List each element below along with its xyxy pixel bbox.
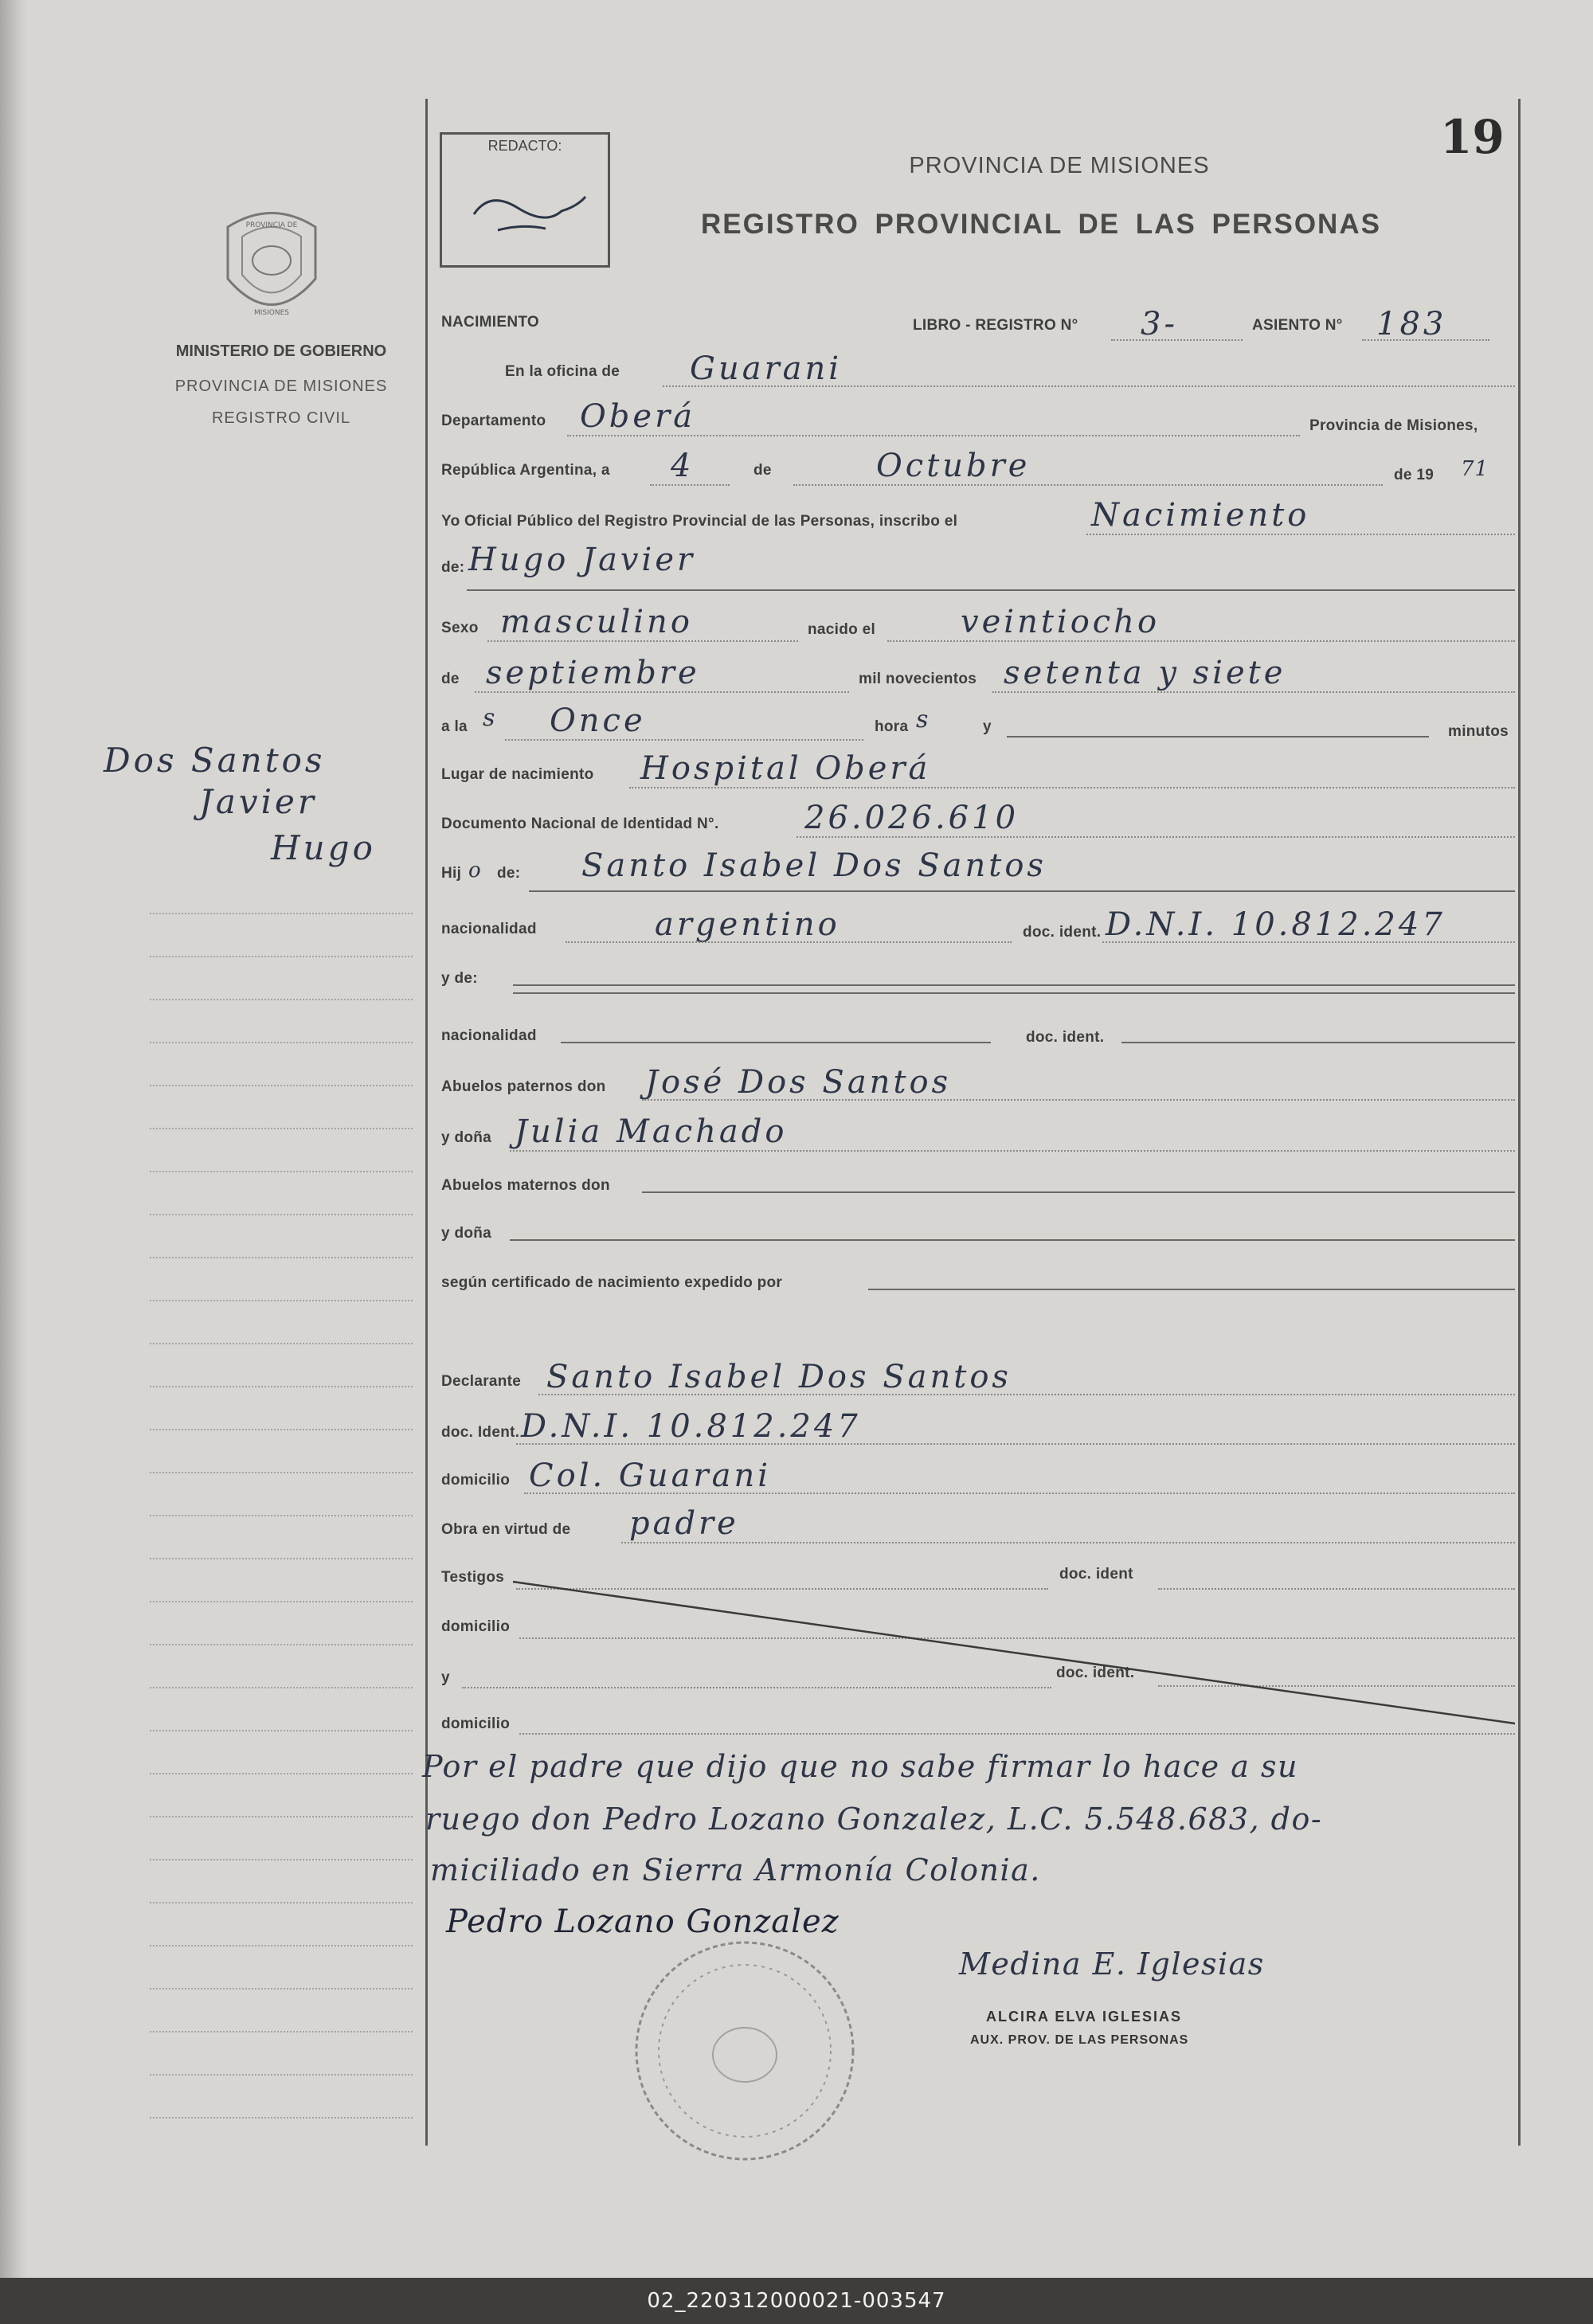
margin-rule (150, 1816, 413, 1817)
asiento-dots (1362, 339, 1489, 341)
witness-signature: Pedro Lozano Gonzalez (446, 1903, 840, 1940)
binding-shadow (0, 0, 29, 2278)
margin-rule (150, 913, 413, 914)
lugar-dots (629, 787, 1515, 788)
margin-rule (150, 1386, 413, 1387)
redacto-initials-signature (442, 135, 608, 265)
nacionalidad-value: argentino (655, 906, 840, 943)
margin-rule (150, 1558, 413, 1559)
y-dona2-label: y doña (441, 1225, 492, 1242)
documento-label: Documento Nacional de Identidad N°. (441, 816, 719, 832)
anio-nac-value: setenta y siete (1004, 655, 1286, 691)
abuelo-materno-line (642, 1191, 1515, 1193)
departamento-label: Departamento (441, 413, 546, 429)
seal-bottom-text: MISIONES (253, 309, 290, 317)
nacionalidad2-label: nacionalidad (441, 1027, 537, 1044)
doc-ident4-label: doc. ident (1059, 1566, 1133, 1583)
segun-label: según certificado de nacimiento expedido por (441, 1274, 783, 1291)
sexo-dots (487, 640, 798, 642)
official-stamp-title: AUX. PROV. DE LAS PERSONAS (970, 2033, 1189, 2047)
asiento-label: ASIENTO N° (1252, 317, 1343, 334)
margin-rule (150, 1300, 413, 1301)
declarante-value: Santo Isabel Dos Santos (546, 1359, 1012, 1395)
doc-ident5-label: doc. ident. (1056, 1665, 1135, 1681)
margin-rule (150, 1171, 413, 1172)
hijo-label: Hij (441, 865, 462, 882)
margin-note-line: Javier (199, 782, 317, 821)
abuela-paterna-value: Julia Machado (515, 1113, 788, 1150)
registry-title: REGISTRO PROVINCIAL DE LAS PERSONAS (701, 209, 1381, 240)
hora-dots (505, 739, 863, 741)
domicilio3-label: domicilio (441, 1716, 511, 1732)
departamento-value: Oberá (580, 398, 696, 435)
frame-right-line (1518, 99, 1521, 2146)
mes-dots (793, 484, 1383, 486)
sexo-label: Sexo (441, 620, 479, 636)
coat-of-arms-seal-icon (220, 203, 323, 323)
margin-rule (150, 1257, 413, 1258)
ministry-name: MINISTERIO DE GOBIERNO (175, 342, 387, 360)
de-nombre-label: de: (441, 559, 465, 576)
official-round-stamp-icon (629, 1935, 860, 2166)
oficina-label: En la oficina de (505, 363, 620, 380)
seal-top-text: PROVINCIA DE (245, 221, 298, 229)
asiento-value: 183 (1376, 306, 1447, 342)
de-label: de (753, 462, 772, 479)
domicilio3-dots (519, 1733, 1515, 1735)
note-line: miciliado en Sierra Armonía Colonia. (430, 1853, 1041, 1888)
obra-value: padre (629, 1505, 739, 1542)
redacto-box (440, 132, 610, 268)
lugar-label: Lugar de nacimiento (441, 766, 594, 783)
hijo-suffix: o (468, 859, 482, 882)
abuela-materna-line (510, 1239, 1515, 1241)
testigos-label: Testigos (441, 1569, 505, 1586)
margin-rule (150, 1859, 413, 1860)
domicilio-dots (524, 1493, 1515, 1494)
de-anio-label: de 19 (1394, 467, 1434, 483)
abuela-paterna-dots (510, 1150, 1515, 1152)
segun-line (868, 1289, 1515, 1290)
doc-padre-value: D.N.I. 10.812.247 (1106, 906, 1446, 943)
acto-value: Nacimiento (1091, 497, 1310, 534)
madre-line (513, 984, 1515, 986)
abuelos-maternos-label: Abuelos maternos don (441, 1177, 610, 1194)
lugar-value: Hospital Oberá (640, 750, 931, 787)
anio-value: 71 (1461, 457, 1489, 481)
domicilio2-label: domicilio (441, 1618, 511, 1635)
doc-declarante-value: D.N.I. 10.812.247 (521, 1408, 861, 1445)
margin-rule (150, 1472, 413, 1473)
nacimiento-label: NACIMIENTO (441, 314, 539, 331)
province-title: PROVINCIA DE MISIONES (909, 153, 1210, 178)
horas-s: s (916, 706, 932, 734)
frame-left-line (425, 99, 428, 2146)
padre-value: Santo Isabel Dos Santos (581, 847, 1047, 884)
doc-ident-label: doc. ident. (1023, 924, 1102, 941)
yo-oficial-label: Yo Oficial Público del Registro Provincial de las Personas, inscribo el (441, 513, 958, 530)
redacto-label: REDACTO: (487, 138, 562, 154)
y-label: y (983, 718, 992, 735)
domicilio-label: domicilio (441, 1472, 511, 1489)
oficina-value: Guarani (690, 350, 843, 387)
margin-rule (150, 2074, 413, 2076)
nacionalidad-label: nacionalidad (441, 921, 537, 937)
margin-rule (150, 1515, 413, 1516)
margin-rule (150, 2031, 413, 2033)
margin-rule (150, 1730, 413, 1731)
margin-rule (150, 1429, 413, 1430)
margin-rule (150, 1644, 413, 1645)
dia-value: 4 (671, 448, 695, 484)
note-line: ruego don Pedro Lozano Gonzalez, L.C. 5.548.683, do- (425, 1802, 1323, 1837)
de2-label: de (441, 671, 460, 687)
minutos-label: minutos (1448, 723, 1509, 740)
margin-note-line: Hugo (271, 828, 376, 867)
mes-nac-value: septiembre (486, 655, 700, 691)
margin-rule (150, 1085, 413, 1086)
mes-nac-dots (475, 691, 849, 693)
nombre-value: Hugo Javier (468, 542, 696, 578)
y2-label: y (441, 1669, 450, 1686)
a-las-label: a la (441, 718, 468, 735)
libro-label: LIBRO - REGISTRO N° (913, 317, 1078, 334)
margin-note-line: Dos Santos (104, 741, 326, 780)
page-number: 19 (1440, 110, 1505, 164)
y-de-label: y de: (441, 970, 478, 987)
departamento-dots (567, 435, 1300, 436)
hora-value: Once (550, 702, 646, 739)
official-signature: Medina E. Iglesias (959, 1946, 1265, 1982)
sexo-value: masculino (500, 604, 693, 640)
margin-rule (150, 999, 413, 1000)
dni-value: 26.026.610 (804, 800, 1020, 836)
margin-rule (150, 956, 413, 957)
nacionalidad2-line (561, 1042, 991, 1043)
doc-ident2-label: doc. ident. (1026, 1029, 1105, 1046)
mil-label: mil novecientos (859, 671, 977, 687)
hijo-de-label: de: (497, 865, 521, 882)
margin-rule (150, 1687, 413, 1688)
obra-label: Obra en virtud de (441, 1521, 571, 1538)
margin-rule (150, 2117, 413, 2119)
margin-rule (150, 1214, 413, 1215)
acto-dots (1086, 534, 1515, 535)
anio-nac-dots (992, 691, 1515, 693)
margin-rule (150, 1601, 413, 1602)
y-dona-label: y doña (441, 1129, 492, 1146)
nacionalidad-dots (566, 941, 1012, 943)
nacido-label: nacido el (808, 621, 876, 638)
obra-dots (621, 1542, 1515, 1543)
abuelos-paternos-label: Abuelos paternos don (441, 1078, 606, 1095)
abuelo-paterno-value: José Dos Santos (645, 1064, 952, 1101)
dia-dots (650, 484, 730, 486)
madre-line-2 (513, 992, 1515, 994)
doc-padre-dots (1102, 941, 1515, 943)
abuelo-paterno-dots (642, 1099, 1515, 1101)
horas-label: hora (875, 718, 909, 735)
nombre-line (467, 589, 1515, 591)
ministry-civil-registry: REGISTRO CIVIL (211, 409, 351, 427)
margin-rule (150, 1945, 413, 1946)
declarante-dots (538, 1394, 1515, 1395)
provincia-label: Provincia de Misiones, (1309, 417, 1478, 434)
strike-through-line (510, 1577, 1521, 1728)
padre-line (529, 890, 1515, 892)
ministry-province: PROVINCIA DE MISIONES (174, 378, 388, 395)
dia-nac-dots (887, 640, 1515, 642)
doc-ident2-line (1121, 1042, 1515, 1043)
libro-value: 3- (1141, 306, 1178, 342)
declarante-label: Declarante (441, 1373, 522, 1390)
margin-rule (150, 1902, 413, 1903)
dia-nac-value: veintiocho (961, 604, 1161, 640)
oficina-dots (663, 385, 1515, 387)
domicilio-value: Col. Guarani (529, 1457, 771, 1494)
note-line: Por el padre que dijo que no sabe firmar lo hace a su (422, 1749, 1298, 1784)
republica-label: República Argentina, a (441, 462, 610, 479)
image-caption: 02_220312000021-003547 (0, 2278, 1593, 2324)
minutos-line (1007, 736, 1429, 737)
doc-declarante-dots (516, 1443, 1515, 1445)
doc-ident3-label: doc. Ident. (441, 1424, 520, 1441)
libro-dots (1111, 339, 1243, 341)
a-las-s: s (483, 704, 499, 732)
margin-rule (150, 1128, 413, 1129)
margin-rule (150, 1988, 413, 1989)
mes-value: Octubre (876, 448, 1031, 484)
official-stamp-name: ALCIRA ELVA IGLESIAS (986, 2009, 1183, 2025)
margin-rule (150, 1343, 413, 1344)
margin-rule (150, 1773, 413, 1774)
margin-rule (150, 1042, 413, 1043)
dni-dots (796, 836, 1515, 838)
